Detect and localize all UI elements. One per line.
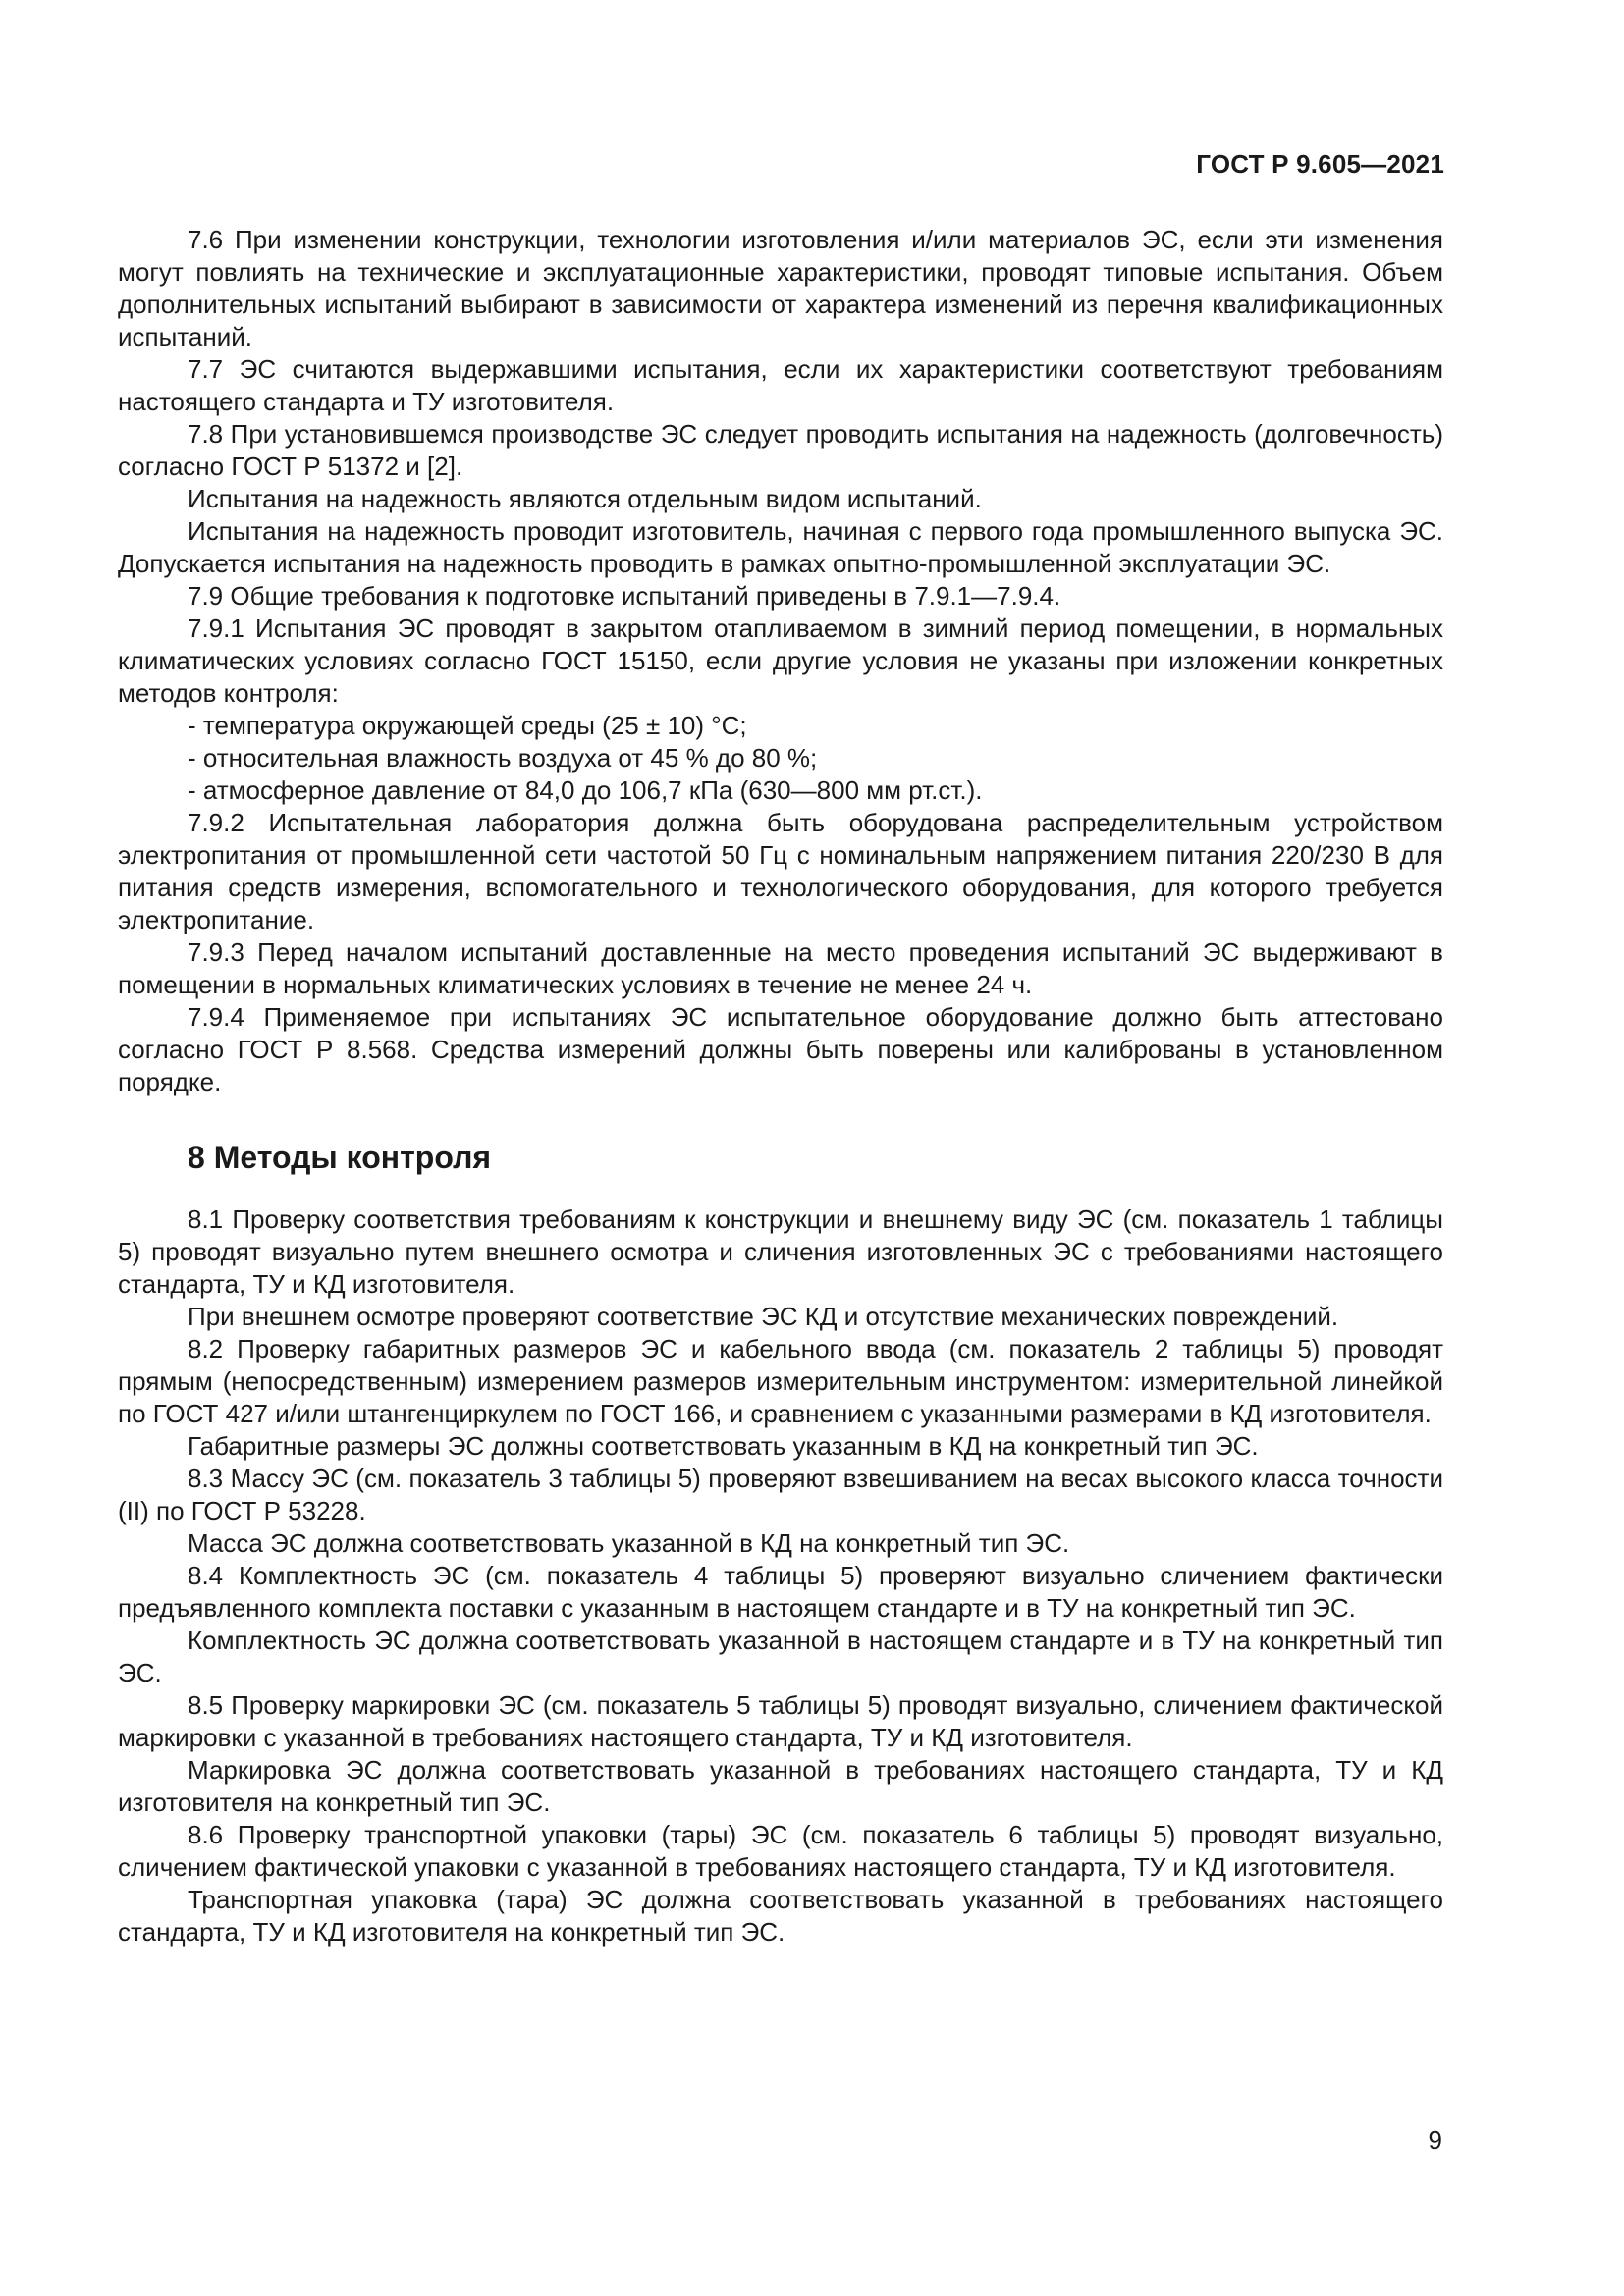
paragraph-8-6-a: Транспортная упаковка (тара) ЭС должна соответствовать указанной в требованиях настоящего стандарта, ТУ и КД изготовителя на конкретный тип ЭС.: [118, 1885, 1443, 1947]
paragraph-7-8-a: Испытания на надежность являются отдельным видом испытаний.: [188, 484, 982, 513]
paragraph-7-7: 7.7 ЭС считаются выдержавшими испытания, если их характеристики соответствуют требованиям настоящего стандарта и ТУ изготовителя.: [118, 354, 1443, 416]
paragraph-8-5-a: Маркировка ЭС должна соответствовать указанной в требованиях настоящего стандарта, ТУ и КД изготовителя на конкретный тип ЭС.: [118, 1755, 1443, 1817]
paragraph-8-2: 8.2 Проверку габаритных размеров ЭС и кабельного ввода (см. показатель 2 таблицы 5) проводят прямым (непосредственным) измерением размеров измерительным инструментом: измерительной линейкой по ГОСТ 427 и/или штангенциркулем по ГОСТ 166, и сравнением с указанными размерами в КД изготовителя.: [118, 1334, 1443, 1428]
paragraph-8-3: 8.3 Массу ЭС (см. показатель 3 таблицы 5) проверяют взвешиванием на весах высокого класса точности (II) по ГОСТ Р 53228.: [118, 1464, 1443, 1525]
paragraph-7-9: 7.9 Общие требования к подготовке испытаний приведены в 7.9.1—7.9.4.: [188, 581, 1061, 611]
paragraph-7-8: 7.8 При установившемся производстве ЭС следует проводить испытания на надежность (долговечность) согласно ГОСТ Р 51372 и [2].: [118, 419, 1443, 481]
paragraph-7-9-3: 7.9.3 Перед началом испытаний доставленные на место проведения испытаний ЭС выдерживают в помещении в нормальных климатических условиях в течение не менее 24 ч.: [118, 937, 1443, 999]
paragraph-7-8-b: Испытания на надежность проводит изготовитель, начиная с первого года промышленного выпуска ЭС. Допускается испытания на надежность проводить в рамках опытно-промышленной эксплуатации ЭС.: [118, 516, 1443, 578]
condition-humidity: - относительная влажность воздуха от 45 % до 80 %;: [188, 743, 818, 773]
document-body: [118, 224, 1443, 1949]
page-number: 9: [1428, 2125, 1442, 2155]
paragraph-8-4-a: Комплектность ЭС должна соответствовать указанной в настоящем стандарте и в ТУ на конкретный тип ЭС.: [118, 1626, 1443, 1687]
document-header: ГОСТ Р 9.605—2021: [1196, 149, 1444, 179]
section-8-title: 8 Методы контроля: [188, 1140, 492, 1175]
paragraph-7-9-2: 7.9.2 Испытательная лаборатория должна быть оборудована распределительным устройством электропитания от промышленной сети частотой 50 Гц с номинальным напряжением питания 220/230 В для питания средств измерения, вспомогательного и технологического оборудования, для которого требуется электропитание.: [118, 808, 1443, 934]
paragraph-8-1-a: При внешнем осмотре проверяют соответствие ЭС КД и отсутствие механических повреждений.: [188, 1302, 1339, 1331]
paragraph-8-1: 8.1 Проверку соответствия требованиям к конструкции и внешнему виду ЭС (см. показатель 1 таблицы 5) проводят визуально путем внешнего осмотра и сличения изготовленных ЭС с требованиями настоящего стандарта, ТУ и КД изготовителя.: [118, 1204, 1443, 1299]
paragraph-7-9-4: 7.9.4 Применяемое при испытаниях ЭС испытательное оборудование должно быть аттестовано согласно ГОСТ Р 8.568. Средства измерений должны быть поверены или калиброваны в установленном порядке.: [118, 1002, 1443, 1096]
paragraph-8-4: 8.4 Комплектность ЭС (см. показатель 4 таблицы 5) проверяют визуально сличением фактически предъявленного комплекта поставки с указанным в настоящем стандарте и в ТУ на конкретный тип ЭС.: [118, 1561, 1443, 1623]
paragraph-8-2-a: Габаритные размеры ЭС должны соответствовать указанным в КД на конкретный тип ЭС.: [188, 1431, 1259, 1461]
paragraph-7-9-1: 7.9.1 Испытания ЭС проводят в закрытом отапливаемом в зимний период помещении, в нормальных климатических условиях согласно ГОСТ 15150, если другие условия не указаны при изложении конкретных методов контроля:: [118, 614, 1443, 708]
condition-pressure: - атмосферное давление от 84,0 до 106,7 кПа (630—800 мм рт.ст.).: [188, 775, 983, 805]
condition-temperature: - температура окружающей среды (25 ± 10) °С;: [188, 711, 747, 740]
paragraph-8-6: 8.6 Проверку транспортной упаковки (тары) ЭС (см. показатель 6 таблицы 5) проводят визуально, сличением фактической упаковки с указанной в требованиях настоящего стандарта, ТУ и КД изготовителя.: [118, 1820, 1443, 1882]
paragraph-8-5: 8.5 Проверку маркировки ЭС (см. показатель 5 таблицы 5) проводят визуально, сличением фактической маркировки с указанной в требованиях настоящего стандарта, ТУ и КД изготовителя.: [118, 1690, 1443, 1752]
paragraph-7-6: 7.6 При изменении конструкции, технологии изготовления и/или материалов ЭС, если эти изменения могут повлиять на технические и эксплуатационные характеристики, проводят типовые испытания. Объем дополнительных испытаний выбирают в зависимости от характера изменений из перечня квалификационных испытаний.: [118, 225, 1443, 351]
paragraph-8-3-a: Масса ЭС должна соответствовать указанной в КД на конкретный тип ЭС.: [188, 1528, 1070, 1558]
